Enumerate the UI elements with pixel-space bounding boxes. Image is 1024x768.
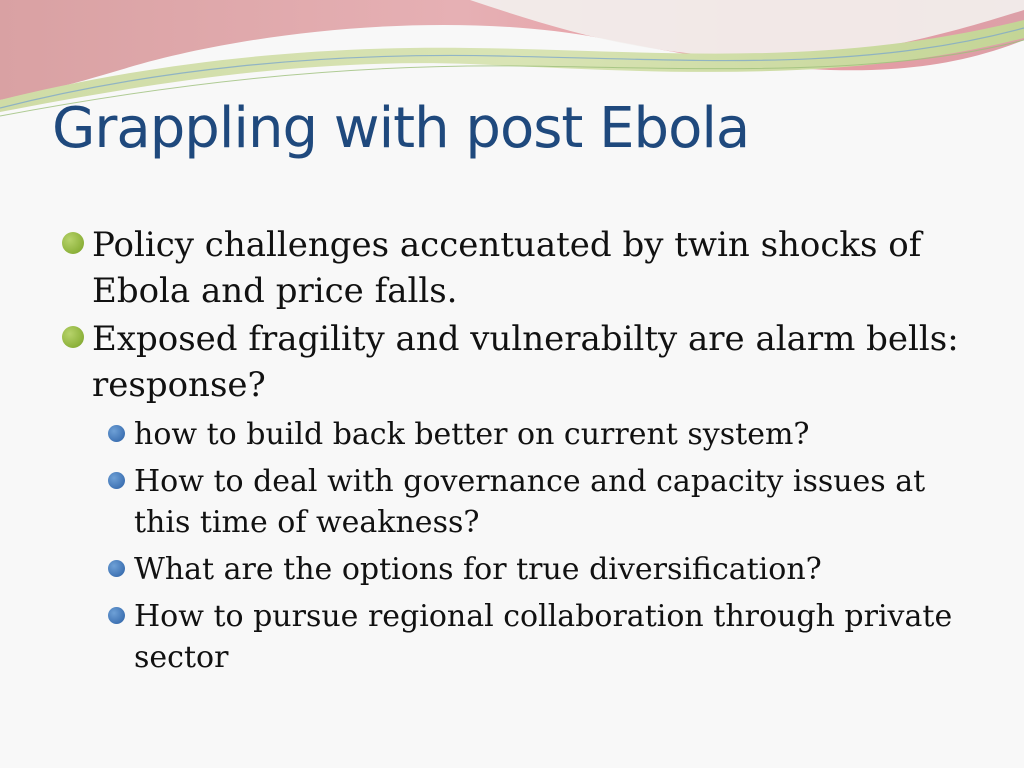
bullet-item (60, 222, 960, 314)
bullet-item (60, 316, 960, 408)
slide-content (60, 222, 960, 678)
sub-bullet-dot-icon (108, 472, 125, 489)
bullet-text: Exposed fragility and vulnerabilty are alarm bells: response? (92, 319, 959, 405)
slide-title: Grappling with post Ebola (52, 96, 750, 161)
sub-bullet-dot-icon (108, 425, 125, 442)
sub-bullet-dot-icon (108, 607, 125, 624)
bullet-dot-icon (62, 326, 84, 348)
sub-bullet-dot-icon (108, 560, 125, 577)
bullet-text: Policy challenges accentuated by twin shocks of Ebola and price falls. (92, 225, 922, 311)
sub-bullet-item (60, 461, 960, 543)
bullet-dot-icon (62, 232, 84, 254)
sub-bullet-item (60, 549, 960, 590)
sub-bullet-item (60, 596, 960, 678)
sub-bullet-text: how to build back better on current system? (134, 417, 810, 452)
sub-bullet-item (60, 414, 960, 455)
sub-bullet-text: How to deal with governance and capacity issues at this time of weakness? (134, 464, 926, 540)
sub-bullet-text: How to pursue regional collaboration through private sector (134, 599, 953, 675)
sub-bullet-text: What are the options for true diversification? (134, 552, 822, 587)
